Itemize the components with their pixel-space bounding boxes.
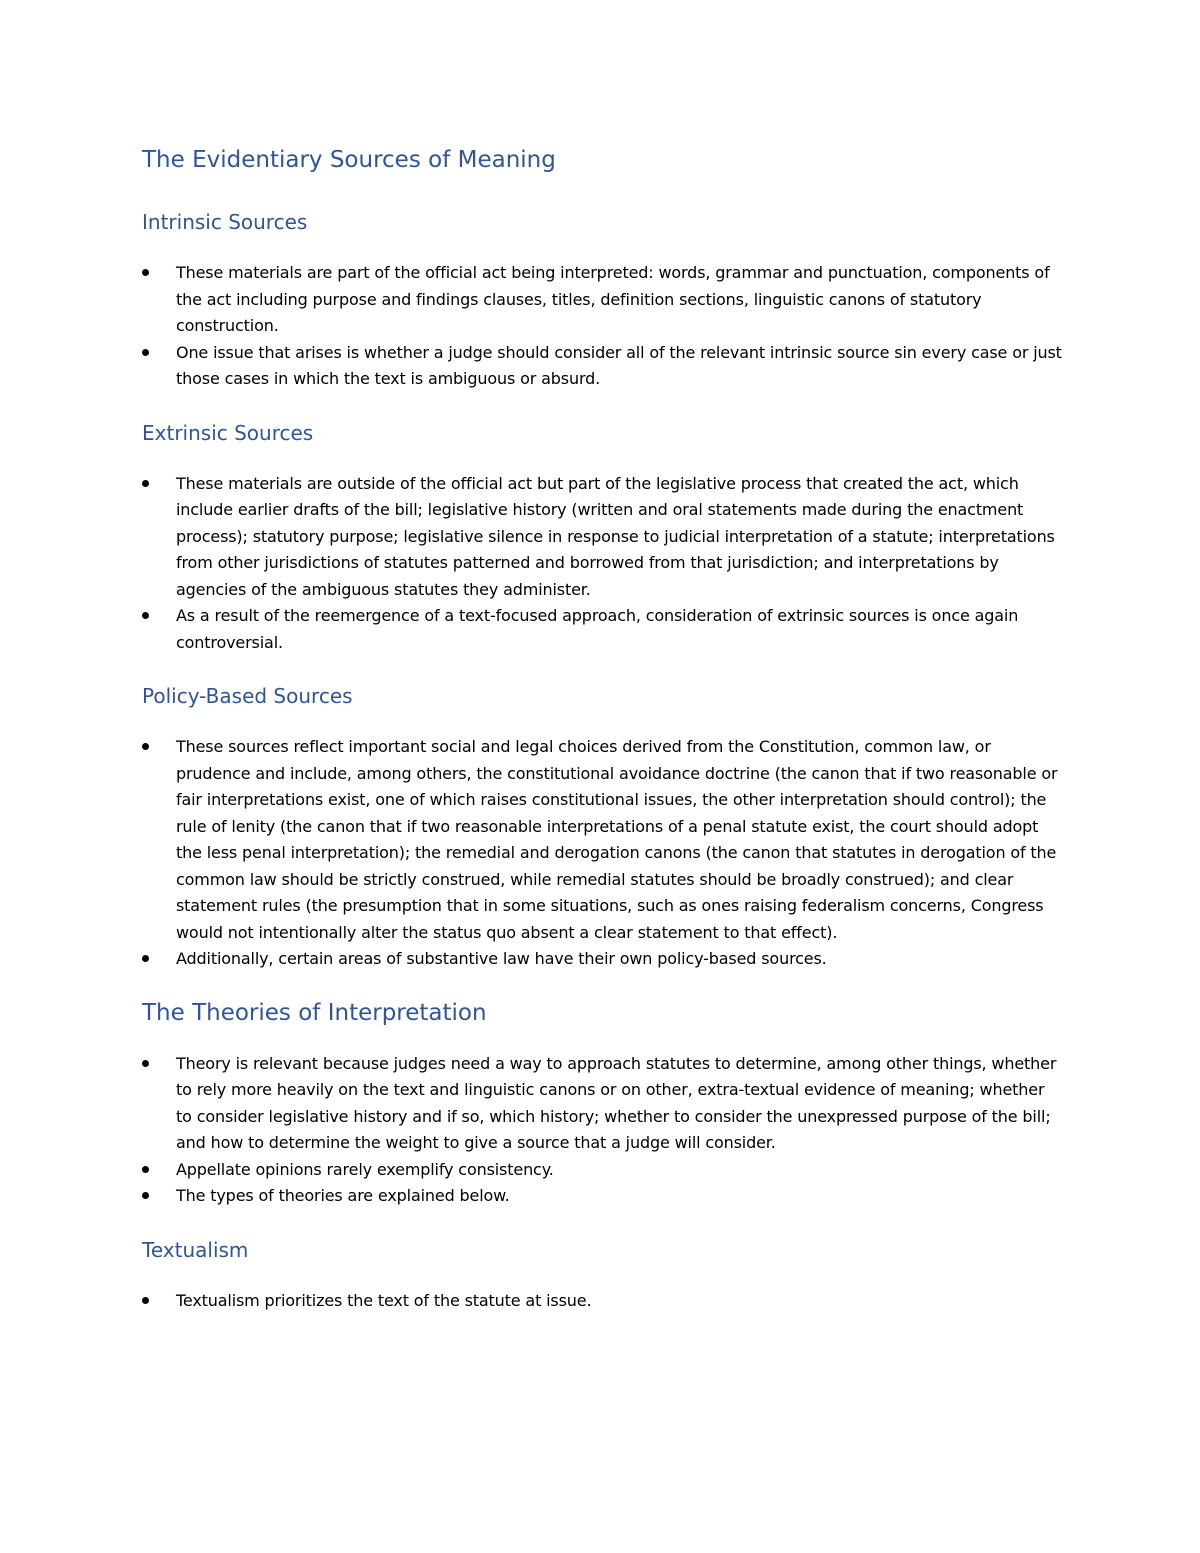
bullet-icon — [142, 955, 149, 962]
list-item — [142, 340, 1062, 393]
list-item — [142, 603, 1062, 656]
list-item — [142, 1183, 1062, 1210]
list-item-text: One issue that arises is whether a judge should consider all of the relevant intrinsic source sin every case or just those cases in which the text is ambiguous or absurd. — [176, 342, 1062, 388]
bullet-icon — [142, 269, 149, 276]
bullet-icon — [142, 1192, 149, 1199]
bullet-icon — [142, 612, 149, 619]
list-item-text: Theory is relevant because judges need a way to approach statutes to determine, among other things, whether to rely more heavily on the text and linguistic canons or on other, extra-textual evidence of meaning; whether to consider legislative history and if so, which history; whether to consider the unexpressed purpose of the bill; and how to determine the weight to give a source that a judge will consider. — [176, 1053, 1057, 1152]
list-item-text: The types of theories are explained below. — [176, 1186, 510, 1205]
list-item-text: These materials are outside of the official act but part of the legislative process that created the act, which include earlier drafts of the bill; legislative history (written and oral statements made during the enactment process); statutory purpose; legislative silence in response to judicial interpretation of a statute; interpretations from other jurisdictions of statutes patterned and borrowed from that jurisdiction; and interpretations by agencies of the ambiguous statutes they administer. — [176, 473, 1055, 599]
section-heading-textualism: Textualism — [142, 1237, 249, 1262]
bullet-icon — [142, 1060, 149, 1067]
extrinsic-bullet-list — [142, 471, 1062, 657]
document-page — [142, 140, 1062, 1334]
list-item — [142, 471, 1062, 604]
section-heading-intrinsic: Intrinsic Sources — [142, 210, 308, 234]
policy-based-bullet-list — [142, 734, 1062, 973]
list-item-text: Additionally, certain areas of substantive law have their own policy-based sources. — [176, 949, 827, 968]
list-item-text: These sources reflect important social and legal choices derived from the Constitution, common law, or prudence and include, among others, the constitutional avoidance doctrine (the canon that if two reasonable or fair interpretations exist, one of which raises constitutional issues, the other interpretation should control); the rule of lenity (the canon that if two reasonable interpretations of a penal statute exist, the court should adopt the less penal interpretation); the remedial and derogation canons (the canon that statutes in derogation of the common law should be strictly construed, while remedial statutes should be broadly construed); and clear statement rules (the presumption that in some situations, such as ones raising federalism concerns, Congress would not intentionally alter the status quo absent a clear statement to that effect). — [176, 737, 1058, 942]
section-heading-policy-based: Policy-Based Sources — [142, 684, 353, 708]
theories-bullet-list — [142, 1051, 1062, 1210]
bullet-icon — [142, 349, 149, 356]
textualism-bullet-list — [142, 1288, 1062, 1315]
list-item-text: As a result of the reemergence of a text-focused approach, consideration of extrinsic sources is once again controversial. — [176, 606, 1019, 652]
bullet-icon — [142, 1297, 149, 1304]
intrinsic-bullet-list — [142, 260, 1062, 393]
bullet-icon — [142, 743, 149, 750]
list-item — [142, 1157, 1062, 1184]
section-heading-theories: The Theories of Interpretation — [142, 999, 487, 1026]
list-item — [142, 1288, 1062, 1315]
list-item-text: These materials are part of the official act being interpreted: words, grammar and punctuation, components of the act including purpose and findings clauses, titles, definition sections, linguistic canons of statutory construction. — [176, 263, 1050, 335]
document-title: The Evidentiary Sources of Meaning — [142, 147, 556, 173]
list-item — [142, 946, 1062, 973]
list-item-text: Appellate opinions rarely exemplify consistency. — [176, 1159, 554, 1179]
bullet-icon — [142, 480, 149, 487]
list-item — [142, 1051, 1062, 1157]
list-item — [142, 260, 1062, 340]
section-heading-extrinsic: Extrinsic Sources — [142, 420, 314, 445]
list-item — [142, 734, 1062, 946]
list-item-text: Textualism prioritizes the text of the statute at issue. — [176, 1290, 592, 1310]
bullet-icon — [142, 1166, 149, 1173]
